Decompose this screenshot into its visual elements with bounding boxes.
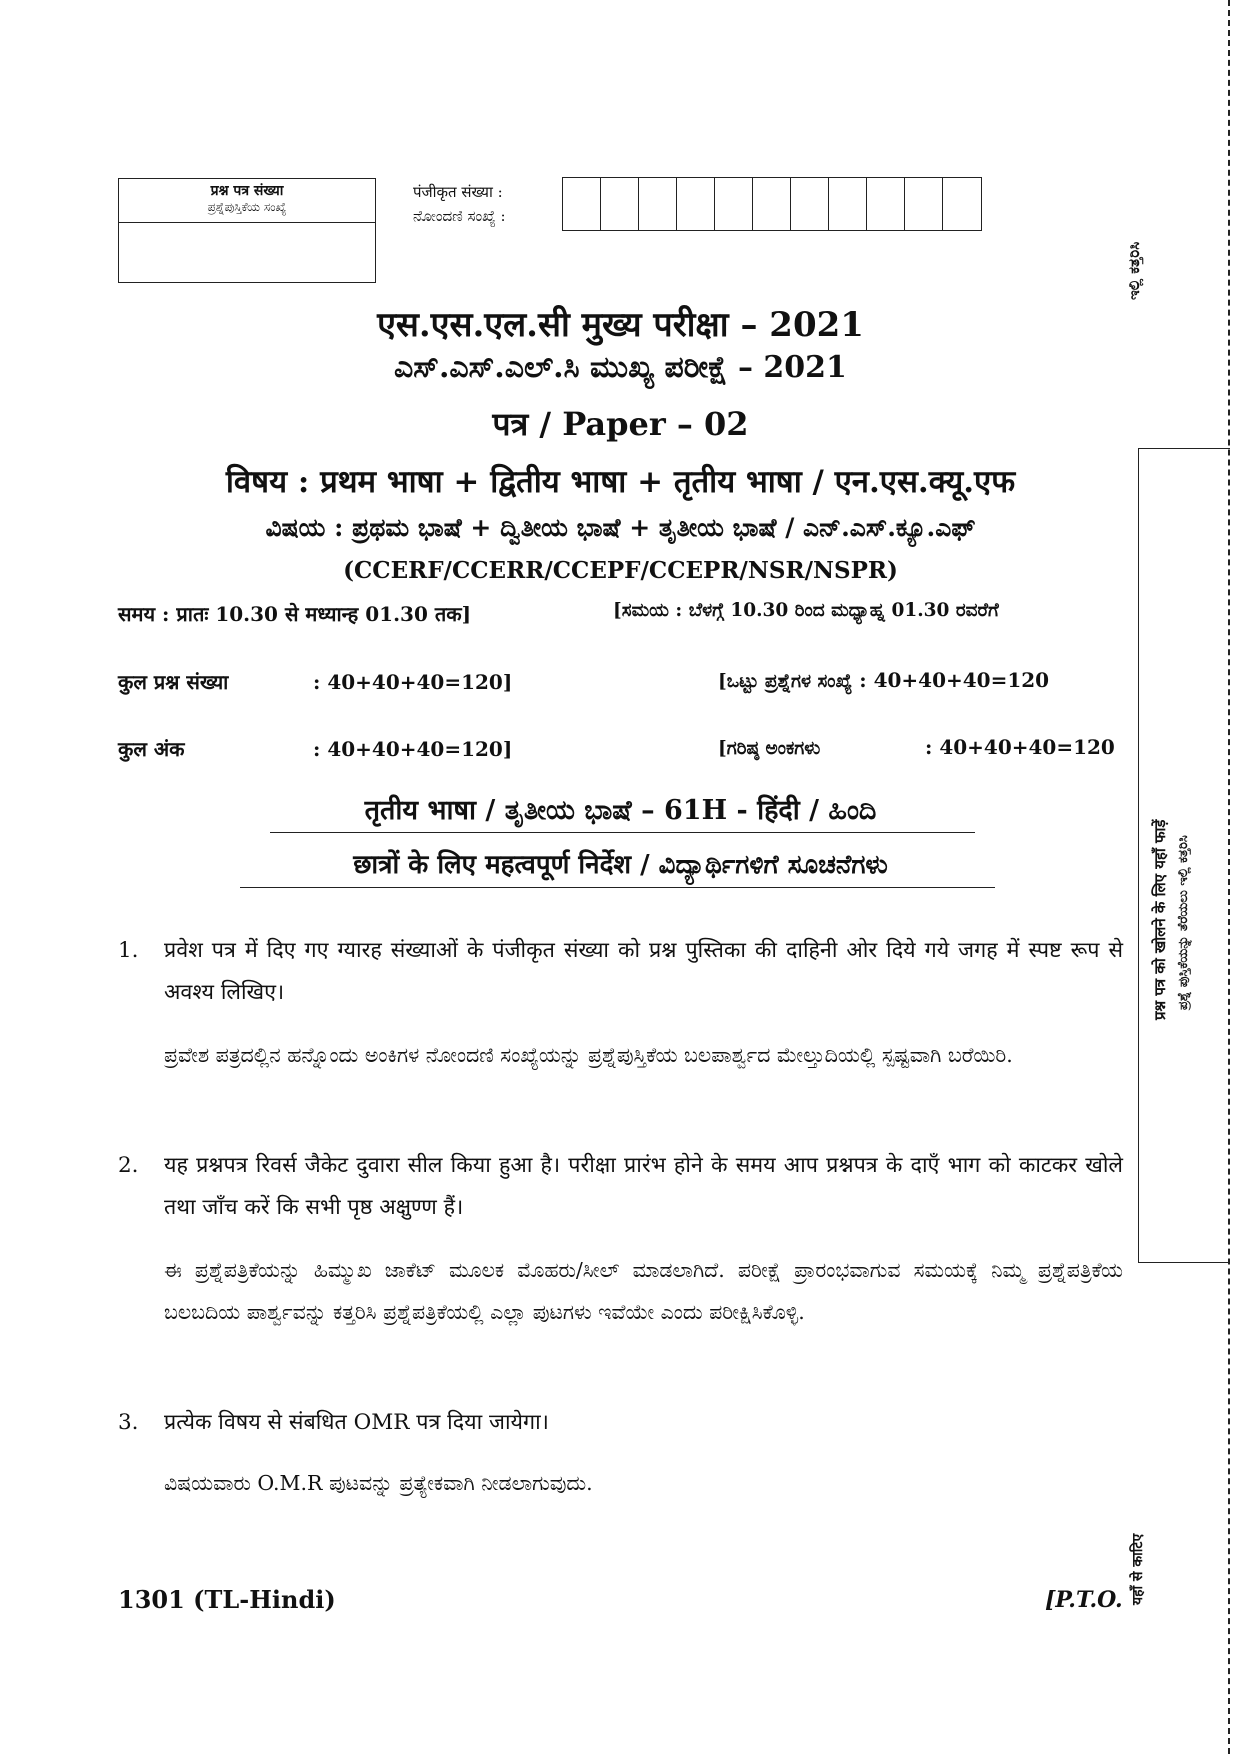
marks-label-hi: कुल अंक	[118, 737, 185, 761]
question-count-label-kn: [ಒಟ್ಟು ಪ್ರಶ್ನೆಗಳ ಸಂಖ್ಯೆ	[718, 671, 853, 692]
third-language-line: तृतीय भाषा / ತೃತೀಯ ಭಾಷೆ – 61H - हिंदी / ಹಿಂದಿ	[364, 795, 877, 826]
registration-digit-cell[interactable]	[715, 178, 753, 230]
instruction-text-kn: ಈ ಪ್ರಶ್ನೆಪತ್ರಿಕೆಯನ್ನು ಹಿಮ್ಮುಖ ಜಾಕೆಟ್ ಮೂಲಕ ಮೊಹರು/ಸೀಲ್ ಮಾಡಲಾಗಿದೆ. ಪರೀಕ್ಷೆ ಪ್ರಾರಂಭವಾಗುವ ಸಮಯಕ್ಕೆ ನಿಮ್ಮ ಪ್ರಶ್ನೆಪತ್ರಿಕೆಯ ಬಲಬದಿಯ ಪಾರ್ಶ್ವವನ್ನು ಕತ್ತರಿಸಿ ಪ್ರಶ್ನೆಪತ್ರಿಕೆಯಲ್ಲಿ ಎಲ್ಲಾ ಪುಟಗಳು ಇವೆಯೇ ಎಂದು ಪರೀಕ್ಷಿಸಿಕೊಳ್ಳಿ.	[164, 1258, 1123, 1324]
marks-value-hi: : 40+40+40=120]	[312, 737, 513, 761]
instruction-text-hi: प्रवेश पत्र में दिए गए ग्यारह संख्याओं के पंजीकृत संख्या को प्रश्न पुस्तिका की दाहिनी ओर दिये गये जगह में स्पष्ट रूप से अवश्य लिखिए।	[164, 938, 1123, 1005]
question-paper-number-label-hi: प्रश्न पत्र संख्या	[210, 183, 284, 199]
marks-kn	[718, 735, 1115, 759]
marks-hi	[118, 735, 512, 762]
registration-number-labels	[413, 180, 506, 228]
question-count-kn	[718, 668, 1049, 692]
divider	[270, 832, 975, 833]
registration-label-kn: ನೋಂದಣಿ ಸಂಖ್ಯೆ :	[413, 207, 506, 225]
instruction-text-hi: प्रत्येक विषय से संबधित OMR पत्र दिया जायेगा।	[164, 1410, 549, 1435]
question-count-hi	[118, 668, 512, 695]
registration-digit-cell[interactable]	[677, 178, 715, 230]
registration-digit-cell[interactable]	[753, 178, 791, 230]
subject-kannada: ವಿಷಯ : ಪ್ರಥಮ ಭಾಷೆ + ದ್ವಿತೀಯ ಭಾಷೆ + ತೃತೀಯ ಭಾಷೆ / ಎನ್.ಎಸ್.ಕ್ಯೂ.ಎಫ್	[265, 513, 976, 542]
registration-label-hi: पंजीकृत संख्या :	[413, 183, 503, 201]
question-count-value-kn: : 40+40+40=120	[859, 668, 1050, 692]
registration-digit-cell[interactable]	[905, 178, 943, 230]
registration-number-grid[interactable]	[562, 177, 982, 231]
cut-here-label-hi: यहाँ से काटिए	[1130, 1533, 1146, 1605]
paper-codes: (CCERF/CCERR/CCEPF/CCEPR/NSR/NSPR)	[343, 557, 898, 584]
instructions-title: छात्रों के लिए महत्वपूर्ण निर्देश / ವಿದ್ಯಾರ್ಥಿಗಳಿಗೆ ಸೂಚನೆಗಳು	[353, 850, 888, 880]
instruction-number: 3.	[118, 1410, 139, 1435]
registration-digit-cell[interactable]	[829, 178, 867, 230]
tear-instruction-kn: ಪ್ರಶ್ನೆ ಪುಸ್ತಿಕೆಯನ್ನು ತೆರೆಯಲು ಇಲ್ಲಿ ಕತ್ತರಿಸಿ	[1176, 835, 1191, 1010]
question-paper-number-header	[119, 179, 375, 223]
exam-title-kannada: ಎಸ್.ಎಸ್.ಎಲ್.ಸಿ ಮುಖ್ಯ ಪರೀಕ್ಷೆ – 2021	[394, 350, 847, 385]
marks-value-kn: : 40+40+40=120	[924, 735, 1115, 759]
exam-title-hindi: एस.एस.एल.सी मुख्य परीक्षा – 2021	[377, 305, 864, 345]
registration-digit-cell[interactable]	[791, 178, 829, 230]
question-count-value-hi: : 40+40+40=120]	[312, 670, 513, 694]
registration-digit-cell[interactable]	[943, 178, 981, 230]
time-kn: [ಸಮಯ : ಬೆಳಗ್ಗೆ 10.30 ರಿಂದ ಮಧ್ಯಾಹ್ನ 01.30 ರವರೆಗೆ	[613, 600, 999, 621]
instruction-text-hi: यह प्रश्नपत्र रिवर्स जैकेट दुवारा सील किया हुआ है। परीक्षा प्रारंभ होने के समय आप प्रश्नपत्र के दाएँ भाग को काटकर खोले तथा जाँच करें कि सभी पृष्ठ अक्षुण्ण हैं।	[164, 1153, 1123, 1220]
registration-digit-cell[interactable]	[563, 178, 601, 230]
divider	[240, 887, 995, 888]
paper-number: पत्र / Paper – 02	[492, 405, 749, 443]
time-hi: समय : प्रातः 10.30 से मध्यान्ह 01.30 तक]	[118, 602, 472, 626]
question-paper-number-label-kn: ಪ್ರಶ್ನೆಪುಸ್ತಿಕೆಯ ಸಂಖ್ಯೆ	[207, 200, 287, 214]
marks-label-kn: [ಗರಿಷ್ಠ ಅಂಕಗಳು	[718, 738, 821, 759]
question-count-label-hi: कुल प्रश्न संख्या	[118, 670, 229, 694]
instruction-number: 2.	[118, 1153, 139, 1178]
registration-digit-cell[interactable]	[867, 178, 905, 230]
cut-here-label-kn: ಇಲ್ಲಿ ಕತ್ತರಿಸಿ	[1125, 241, 1143, 300]
pto-footer: [P.T.O.	[1045, 1587, 1123, 1613]
tear-instruction-hi: प्रश्न पत्र को खोलने के लिए यहाँ फाड़ें	[1151, 819, 1169, 1020]
instruction-number: 1.	[118, 938, 139, 963]
subject-hindi: विषय : प्रथम भाषा + द्वितीय भाषा + तृतीय भाषा / एन.एस.क्यू.एफ	[225, 464, 1016, 500]
registration-digit-cell[interactable]	[601, 178, 639, 230]
paper-code-footer: 1301 (TL-Hindi)	[118, 1585, 336, 1614]
instruction-text-kn: ಪ್ರವೇಶ ಪತ್ರದಲ್ಲಿನ ಹನ್ನೊಂದು ಅಂಕಿಗಳ ನೋಂದಣಿ ಸಂಖ್ಯೆಯನ್ನು ಪ್ರಶ್ನೆಪುಸ್ತಿಕೆಯ ಬಲಪಾರ್ಶ್ವದ ಮೇಲ್ತುದಿಯಲ್ಲಿ ಸ್ಪಷ್ಟವಾಗಿ ಬರೆಯಿರಿ.	[164, 1043, 1013, 1067]
instruction-text-kn: ವಿಷಯವಾರು O.M.R ಪುಟವನ್ನು ಪ್ರತ್ಯೇಕವಾಗಿ ನೀಡಲಾಗುವುದು.	[164, 1471, 593, 1495]
question-paper-number-box	[118, 178, 376, 283]
registration-digit-cell[interactable]	[639, 178, 677, 230]
